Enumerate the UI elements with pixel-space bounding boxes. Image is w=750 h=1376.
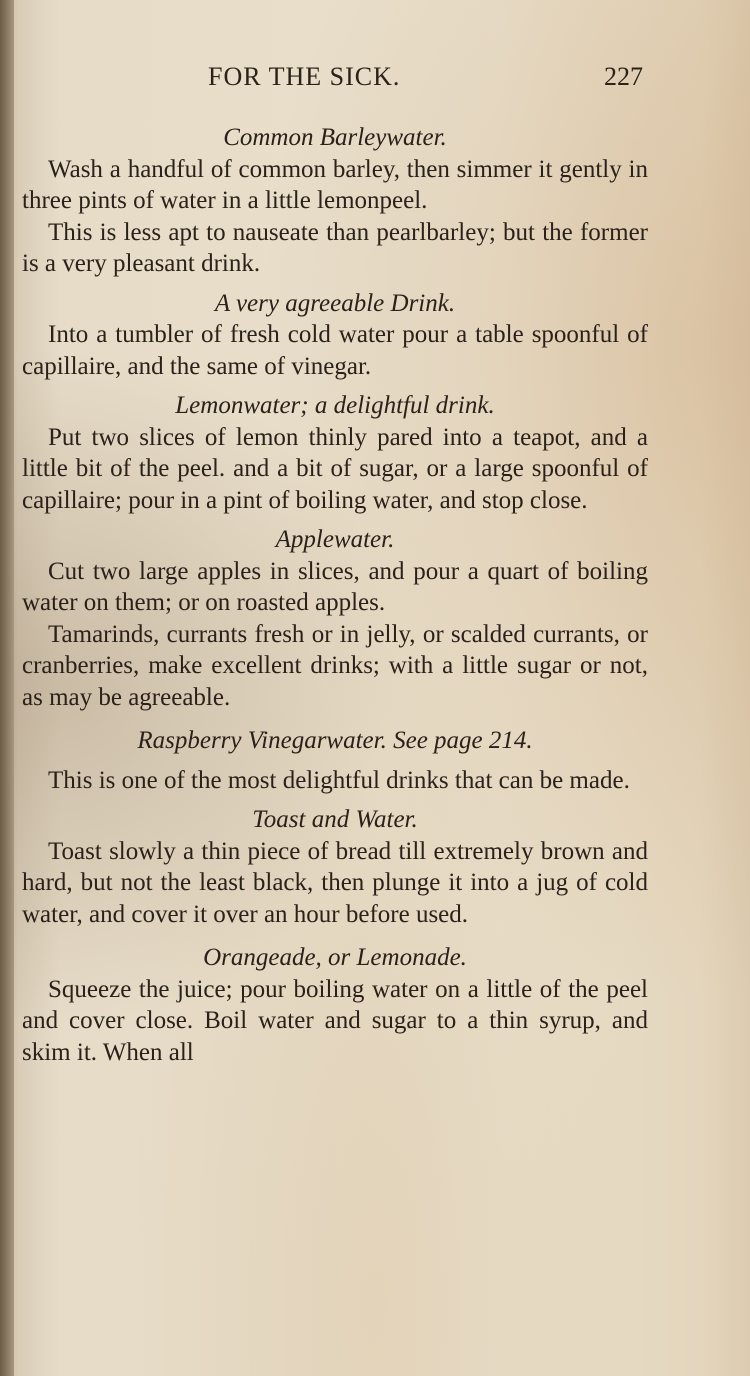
recipe-title: A very agreeable Drink. — [214, 289, 456, 317]
page-header — [0, 62, 750, 102]
recipe-title: Applewater. — [275, 526, 395, 553]
page-body — [22, 122, 648, 1068]
recipe-paragraph: Put two slices of lemon thinly pared into a teapot, and a little bit of the peel. and a bit of sugar, or a large spoonful of capillaire; pour in a pint of boiling water, and stop close. — [22, 423, 648, 514]
recipe-paragraph: Into a tumbler of fresh cold water pour a table spoonful of capillaire, and the same of vinegar. — [22, 321, 648, 380]
recipe-title: Orangeade, or Lemonade. — [203, 944, 467, 971]
page-gutter-shadow — [0, 0, 14, 1376]
recipe-title: Raspberry Vinegarwater. See page 214. — [137, 727, 533, 754]
recipe-paragraph: Cut two large apples in slices, and pour a quart of boiling water on them; or on roasted apples. — [22, 557, 648, 616]
recipe-title: Common Barleywater. — [223, 124, 447, 151]
recipe-paragraph: Toast slowly a thin piece of bread till extremely brown and hard, but not the least black, then plunge it into a jug of cold water, and cover it over an hour before used. — [22, 837, 648, 928]
recipe-paragraph: This is less apt to nauseate than pearlbarley; but the former is a very pleasant drink. — [22, 218, 648, 277]
recipe-title: Lemonwater; a delightful drink. — [175, 392, 495, 419]
recipe-paragraph: Wash a handful of common barley, then simmer it gently in three pints of water in a little lemonpeel. — [22, 155, 648, 214]
page-number: 227 — [604, 62, 643, 91]
recipe-paragraph: This is one of the most delightful drinks that can be made. — [48, 766, 630, 794]
recipe-title: Toast and Water. — [252, 806, 418, 833]
recipe-paragraph: Tamarinds, currants fresh or in jelly, or scalded currants, or cranberries, make excellent drinks; with a little sugar or not, as may be agreeable. — [22, 620, 648, 711]
running-head: FOR THE SICK. — [208, 62, 401, 91]
recipe-paragraph: Squeeze the juice; pour boiling water on a little of the peel and cover close. Boil water and sugar to a thin syrup, and skim it. When all — [22, 975, 648, 1066]
